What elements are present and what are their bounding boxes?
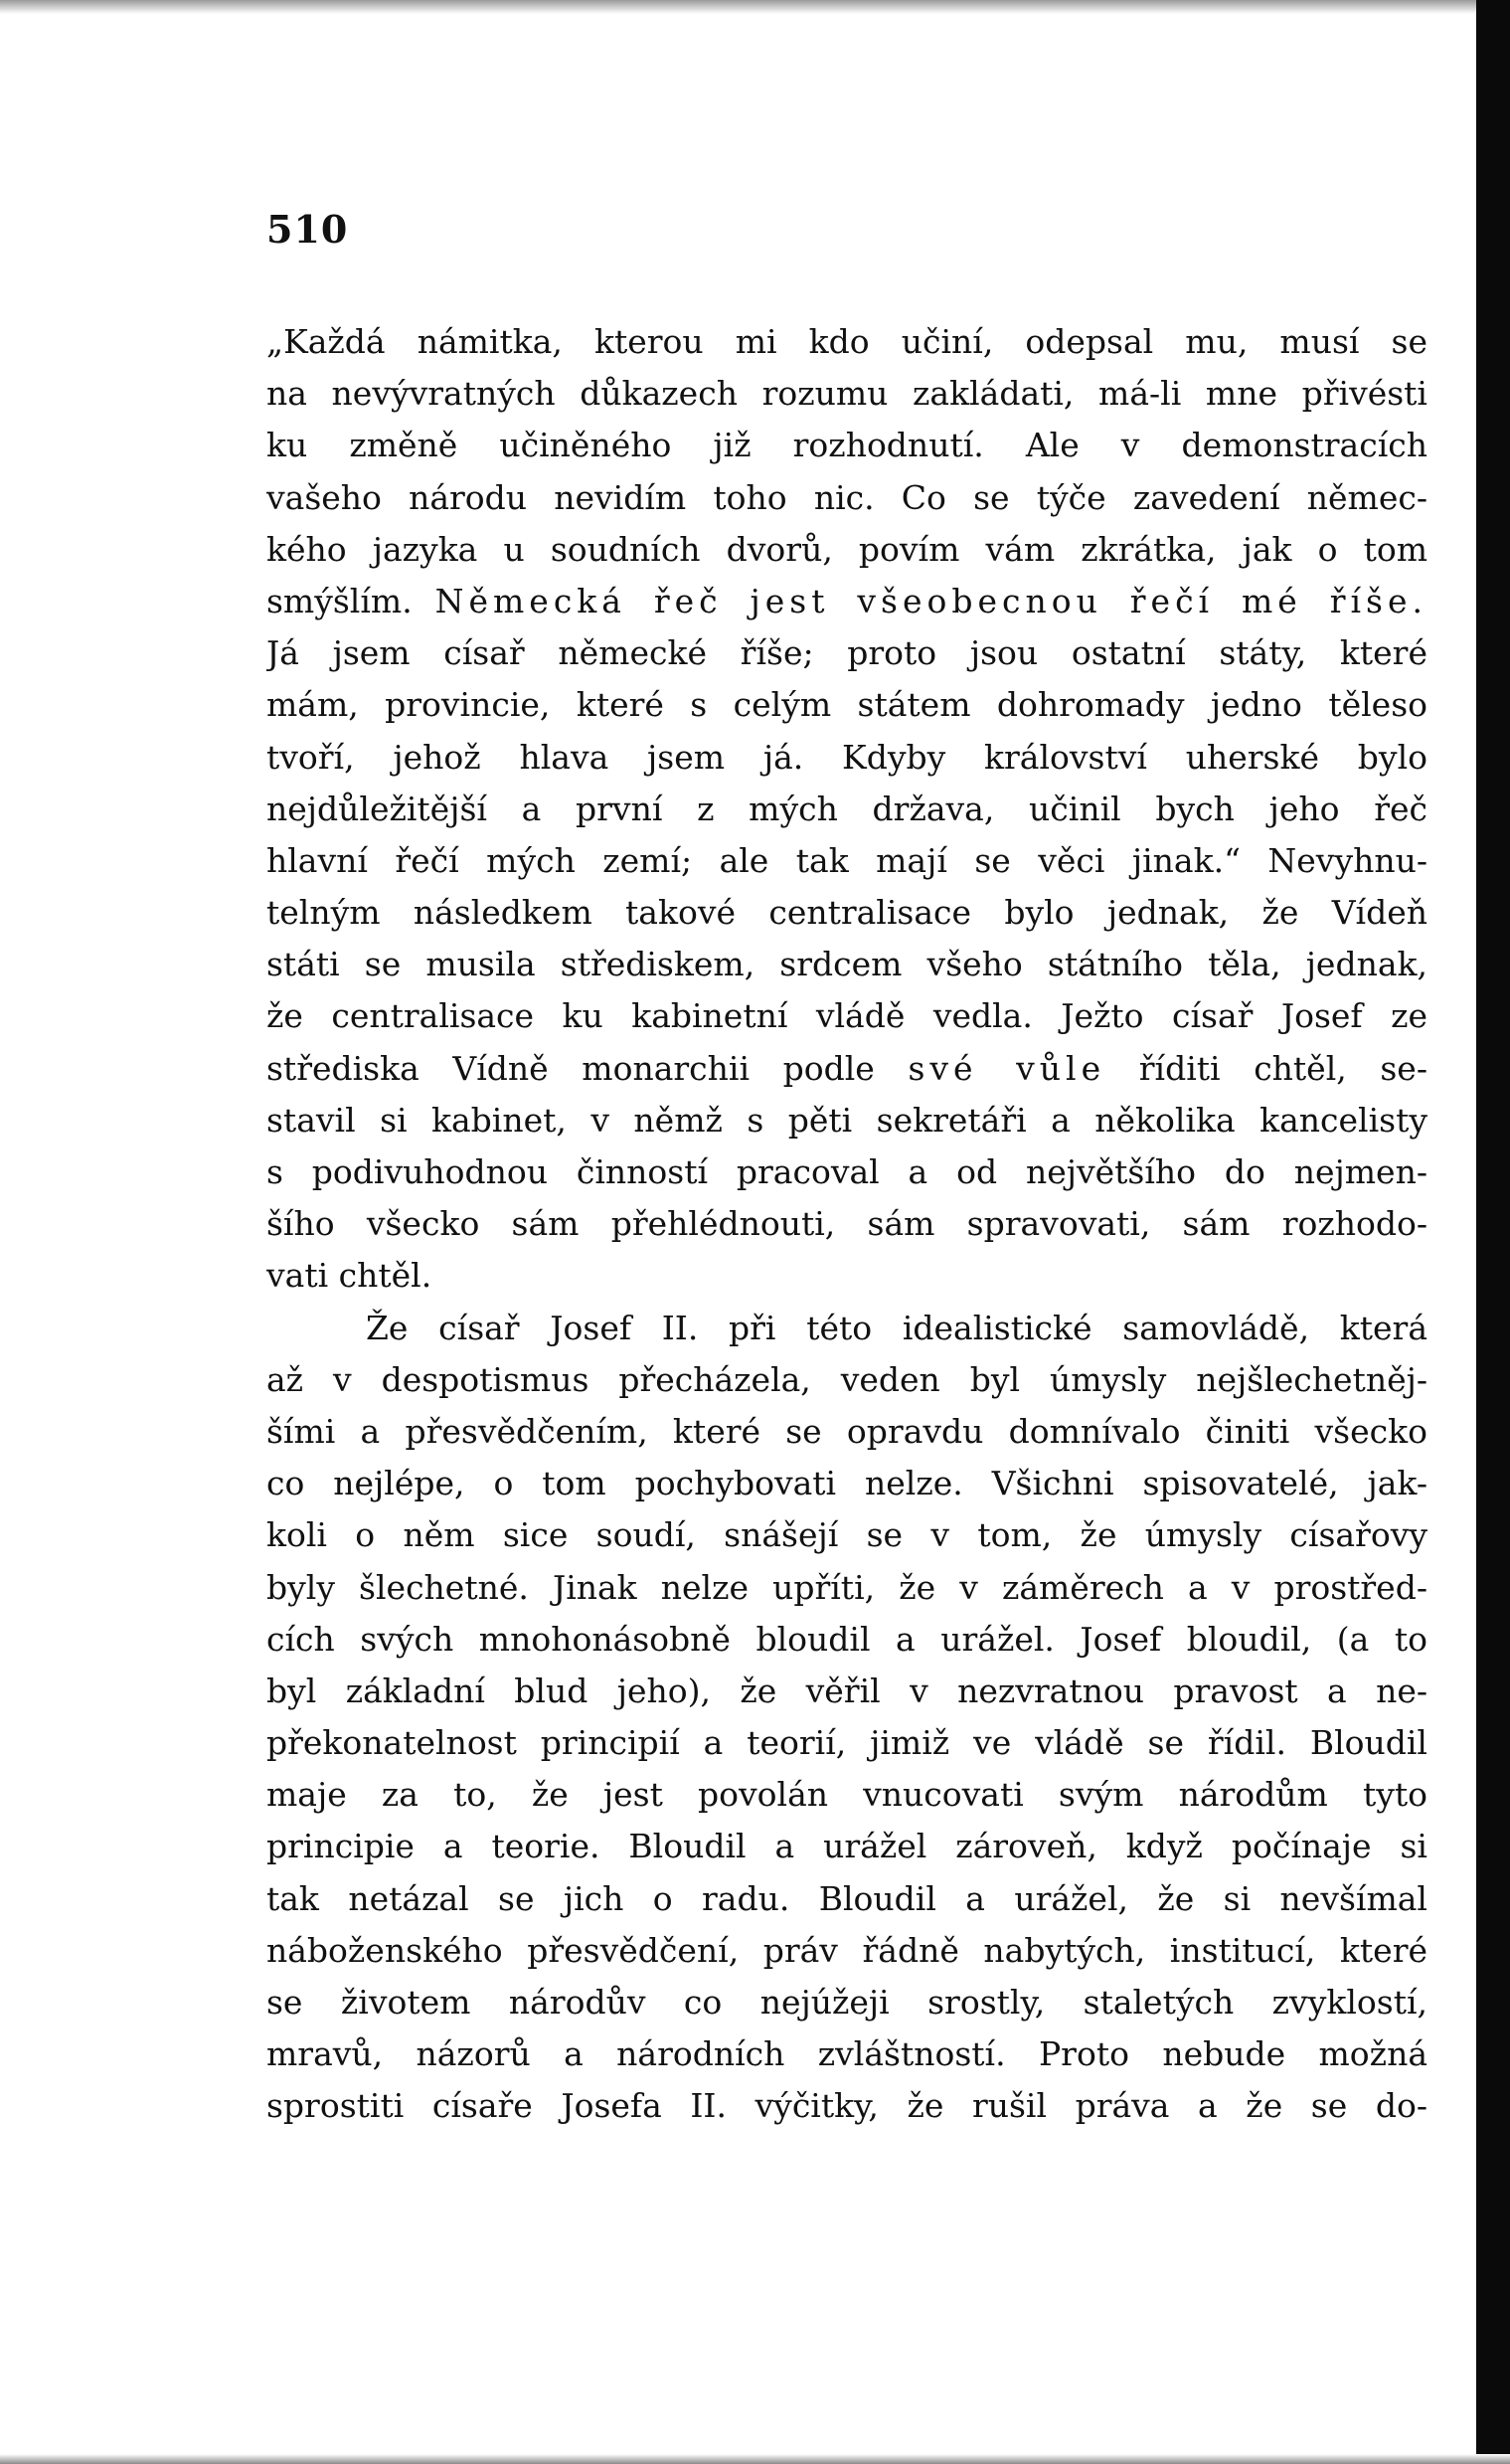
text-line [266, 1043, 1427, 1095]
text-line: koli o něm sice soudí, snášejí se v tom, že úmysly císařovy [266, 1515, 1427, 1555]
text-line: vati chtěl. [266, 1256, 432, 1296]
scan-edge-right [1476, 0, 1510, 2464]
text-line: tak netázal se jich o radu. Bloudil a urážel, že si nevšímal [266, 1878, 1427, 1918]
text-line: překonatelnost principií a teorií, jimiž ve vládě se řídil. Bloudil [266, 1723, 1427, 1763]
text-line: principie a teorie. Bloudil a urážel zároveň, když počínaje si [266, 1827, 1427, 1866]
text-line: sprostiti císaře Josefa II. výčitky, že rušil práva a že se do- [266, 2086, 1427, 2126]
text-line: Že císař Josef II. při této idealistické samovládě, která [366, 1308, 1427, 1347]
text-run: střediska Vídně monarchii podle [266, 1048, 909, 1088]
text-line: šími a přesvědčením, které se opravdu domnívalo činiti všecko [266, 1411, 1427, 1451]
text-run: smýšlím. [266, 581, 435, 620]
emphasized-text: Německá řeč jest všeobecnou řečí mé říše. [434, 581, 1427, 620]
text-line: maje za to, že jest povolán vnucovati svým národům tyto [266, 1775, 1427, 1815]
text-line: vašeho národu nevidím toho nic. Co se týče zavedení němec- [266, 477, 1427, 517]
text-line: telným následkem takové centralisace bylo jednak, že Vídeň [266, 893, 1427, 933]
text-line: s podivuhodnou činností pracoval a od největšího do nejmen- [266, 1152, 1427, 1191]
paragraph [266, 316, 1427, 1303]
text-line: byl základní blud jeho), že věřil v nezvratnou pravost a ne- [266, 1671, 1427, 1710]
text-line [266, 576, 1427, 627]
text-line: státi se musila střediskem, srdcem všeho státního těla, jednak, [266, 945, 1427, 984]
body-text [266, 316, 1427, 2133]
text-line: ku změně učiněného již rozhodnutí. Ale v demonstracích [266, 426, 1427, 465]
text-line: náboženského přesvědčení, práv řádně nabytých, institucí, které [266, 1930, 1427, 1970]
text-line: hlavní řečí mých zemí; ale tak mají se věci jinak.“ Nevyhnu- [266, 840, 1427, 880]
text-line: na nevývratných důkazech rozumu zakládati, má-li mne přivésti [266, 374, 1427, 414]
text-run: říditi chtěl, se- [1105, 1048, 1427, 1088]
paragraph [266, 1303, 1427, 2133]
text-line: že centralisace ku kabinetní vládě vedla. Ježto císař Josef ze [266, 996, 1427, 1036]
emphasized-text: své vůle [908, 1048, 1106, 1088]
text-line: co nejlépe, o tom pochybovati nelze. Všichni spisovatelé, jak- [266, 1464, 1427, 1503]
text-line: „Každá námitka, kterou mi kdo učiní, odepsal mu, musí se [266, 322, 1427, 361]
text-line: stavil si kabinet, v němž s pěti sekretáři a několika kancelisty [266, 1100, 1427, 1140]
text-line: mám, provincie, které s celým státem dohromady jedno těleso [266, 685, 1427, 725]
text-line: mravů, názorů a národních zvláštností. Proto nebude možná [266, 2034, 1427, 2074]
text-line: cích svých mnohonásobně bloudil a urážel. Josef bloudil, (a to [266, 1619, 1427, 1659]
text-line: šího všecko sám přehlédnouti, sám spravovati, sám rozhodo- [266, 1204, 1427, 1244]
text-line: až v despotismus přecházela, veden byl úmysly nejšlechetněj- [266, 1359, 1427, 1399]
text-line: tvoří, jehož hlava jsem já. Kdyby království uherské bylo [266, 737, 1427, 777]
text-line: byly šlechetné. Jinak nelze upříti, že v záměrech a v prostřed- [266, 1567, 1427, 1607]
text-line: kého jazyka u soudních dvorů, povím vám zkrátka, jak o tom [266, 529, 1427, 569]
text-line: nejdůležitější a první z mých država, učinil bych jeho řeč [266, 789, 1427, 828]
text-line: Já jsem císař německé říše; proto jsou ostatní státy, které [266, 633, 1427, 673]
page-number: 510 [266, 207, 349, 252]
text-line: se životem národův co nejúžeji srostly, staletých zvyklostí, [266, 1983, 1427, 2022]
